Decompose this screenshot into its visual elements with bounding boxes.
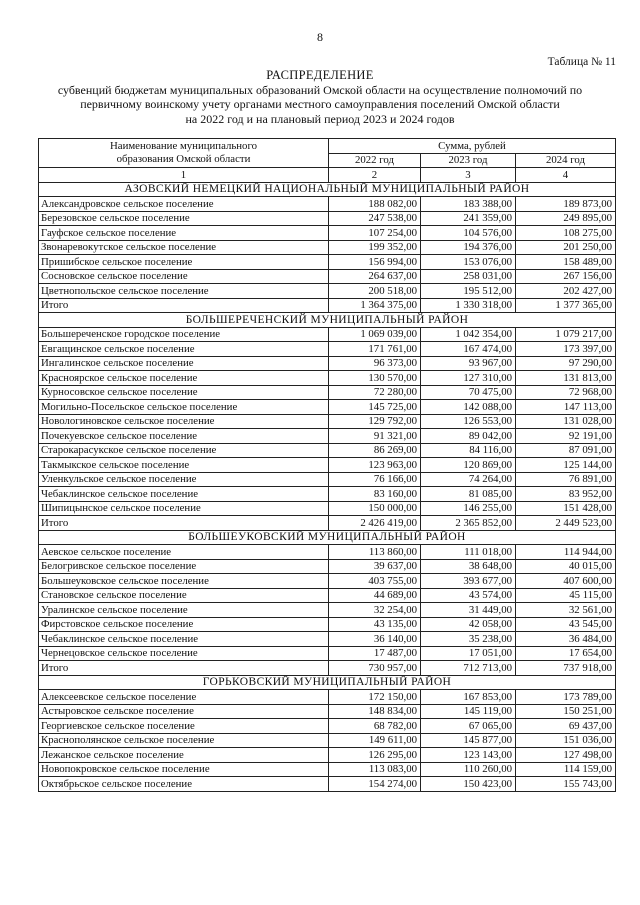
amount-2022: 96 373,00 [329, 356, 421, 371]
amount-2024: 267 156,00 [516, 269, 616, 284]
total-row [39, 298, 616, 313]
amount-2022: 44 689,00 [329, 588, 421, 603]
amount-2024: 127 498,00 [516, 748, 616, 763]
amount-2023: 74 264,00 [421, 472, 516, 487]
settlement-name: Большеуковское сельское поселение [39, 574, 329, 589]
settlement-row [39, 603, 616, 618]
subtitle-line: первичному воинскому учету органами местного самоуправления поселений Омской области [80, 97, 560, 111]
amount-2023: 241 359,00 [421, 211, 516, 226]
settlement-row [39, 777, 616, 792]
amount-2024: 108 275,00 [516, 226, 616, 241]
amount-2023: 393 677,00 [421, 574, 516, 589]
amount-2024: 151 036,00 [516, 733, 616, 748]
settlement-row [39, 429, 616, 444]
settlement-name: Такмыкское сельское поселение [39, 458, 329, 473]
amount-2022: 86 269,00 [329, 443, 421, 458]
settlement-row [39, 327, 616, 342]
amount-2023: 84 116,00 [421, 443, 516, 458]
subtitle-line: на 2022 год и на плановый период 2023 и 2024 годов [185, 111, 455, 126]
header-year-2023: 2023 год [421, 153, 516, 168]
amount-2023: 17 051,00 [421, 646, 516, 661]
settlement-row [39, 356, 616, 371]
settlement-name: Итого [39, 661, 329, 676]
settlement-row [39, 559, 616, 574]
amount-2023: 150 423,00 [421, 777, 516, 792]
amount-2024: 45 115,00 [516, 588, 616, 603]
distribution-table [38, 138, 616, 792]
settlement-name: Краснополянское сельское поселение [39, 733, 329, 748]
amount-2024: 87 091,00 [516, 443, 616, 458]
amount-2022: 730 957,00 [329, 661, 421, 676]
district-row [39, 182, 616, 197]
settlement-name: Березовское сельское поселение [39, 211, 329, 226]
amount-2022: 154 274,00 [329, 777, 421, 792]
settlement-name: Шипицынское сельское поселение [39, 501, 329, 516]
settlement-name: Октябрьское сельское поселение [39, 777, 329, 792]
amount-2022: 172 150,00 [329, 690, 421, 705]
amount-2024: 737 918,00 [516, 661, 616, 676]
settlement-name: Александровское сельское поселение [39, 197, 329, 212]
amount-2022: 107 254,00 [329, 226, 421, 241]
amount-2022: 43 135,00 [329, 617, 421, 632]
amount-2022: 113 083,00 [329, 762, 421, 777]
amount-2024: 17 654,00 [516, 646, 616, 661]
page-number: 8 [317, 30, 323, 44]
amount-2024: 151 428,00 [516, 501, 616, 516]
amount-2024: 2 449 523,00 [516, 516, 616, 531]
header-name-line: Наименование муниципального [109, 140, 258, 152]
amount-2024: 83 952,00 [516, 487, 616, 502]
amount-2024: 76 891,00 [516, 472, 616, 487]
amount-2023: 31 449,00 [421, 603, 516, 618]
column-number: 2 [329, 168, 421, 183]
amount-2022: 91 321,00 [329, 429, 421, 444]
district-name: АЗОВСКИЙ НЕМЕЦКИЙ НАЦИОНАЛЬНЫЙ МУНИЦИПАЛЬНЫЙ РАЙОН [39, 182, 616, 197]
settlement-row [39, 472, 616, 487]
amount-2023: 120 869,00 [421, 458, 516, 473]
amount-2023: 110 260,00 [421, 762, 516, 777]
amount-2022: 247 538,00 [329, 211, 421, 226]
amount-2023: 167 474,00 [421, 342, 516, 357]
settlement-name: Лежанское сельское поселение [39, 748, 329, 763]
settlement-name: Евгащинское сельское поселение [39, 342, 329, 357]
district-row [39, 675, 616, 690]
settlement-row [39, 342, 616, 357]
amount-2023: 127 310,00 [421, 371, 516, 386]
settlement-name: Гауфское сельское поселение [39, 226, 329, 241]
amount-2022: 264 637,00 [329, 269, 421, 284]
amount-2024: 155 743,00 [516, 777, 616, 792]
table-body [39, 182, 616, 791]
amount-2023: 146 255,00 [421, 501, 516, 516]
settlement-row [39, 385, 616, 400]
amount-2023: 70 475,00 [421, 385, 516, 400]
amount-2023: 43 574,00 [421, 588, 516, 603]
amount-2022: 403 755,00 [329, 574, 421, 589]
amount-2024: 69 437,00 [516, 719, 616, 734]
district-name: БОЛЬШЕУКОВСКИЙ МУНИЦИПАЛЬНЫЙ РАЙОН [39, 530, 616, 545]
amount-2022: 149 611,00 [329, 733, 421, 748]
settlement-row [39, 690, 616, 705]
settlement-name: Белогривское сельское поселение [39, 559, 329, 574]
settlement-row [39, 704, 616, 719]
district-row [39, 530, 616, 545]
settlement-row [39, 255, 616, 270]
table-header-row [39, 139, 616, 154]
header-sum-cell: Сумма, рублей [329, 139, 616, 154]
amount-2024: 131 028,00 [516, 414, 616, 429]
table-label: Таблица № 11 [547, 56, 616, 68]
settlement-name: Фирстовское сельское поселение [39, 617, 329, 632]
column-number: 1 [39, 168, 329, 183]
settlement-name: Цветнопольское сельское поселение [39, 284, 329, 299]
settlement-row [39, 501, 616, 516]
amount-2024: 114 159,00 [516, 762, 616, 777]
settlement-row [39, 762, 616, 777]
amount-2024: 150 251,00 [516, 704, 616, 719]
amount-2022: 1 364 375,00 [329, 298, 421, 313]
amount-2022: 200 518,00 [329, 284, 421, 299]
amount-2022: 1 069 039,00 [329, 327, 421, 342]
settlement-name: Красноярское сельское поселение [39, 371, 329, 386]
amount-2023: 42 058,00 [421, 617, 516, 632]
amount-2022: 188 082,00 [329, 197, 421, 212]
settlement-row [39, 617, 616, 632]
settlement-row [39, 197, 616, 212]
amount-2022: 39 637,00 [329, 559, 421, 574]
settlement-name: Чернецовское сельское поселение [39, 646, 329, 661]
amount-2023: 712 713,00 [421, 661, 516, 676]
amount-2023: 89 042,00 [421, 429, 516, 444]
amount-2022: 72 280,00 [329, 385, 421, 400]
table-column-numbers-row [39, 168, 616, 183]
header-year-2022: 2022 год [329, 153, 421, 168]
settlement-name: Чебаклинское сельское поселение [39, 487, 329, 502]
document-title: РАСПРЕДЕЛЕНИЕ [266, 68, 374, 82]
amount-2024: 147 113,00 [516, 400, 616, 415]
settlement-row [39, 414, 616, 429]
settlement-row [39, 733, 616, 748]
amount-2023: 123 143,00 [421, 748, 516, 763]
settlement-row [39, 588, 616, 603]
amount-2024: 1 377 365,00 [516, 298, 616, 313]
settlement-name: Могильно-Посельское сельское поселение [39, 400, 329, 415]
amount-2022: 129 792,00 [329, 414, 421, 429]
settlement-name: Становское сельское поселение [39, 588, 329, 603]
amount-2024: 173 397,00 [516, 342, 616, 357]
settlement-name: Новологиновское сельское поселение [39, 414, 329, 429]
amount-2022: 171 761,00 [329, 342, 421, 357]
amount-2023: 145 877,00 [421, 733, 516, 748]
amount-2024: 36 484,00 [516, 632, 616, 647]
settlement-name: Звонаревокутское сельское поселение [39, 240, 329, 255]
amount-2022: 17 487,00 [329, 646, 421, 661]
settlement-name: Чебаклинское сельское поселение [39, 632, 329, 647]
amount-2024: 92 191,00 [516, 429, 616, 444]
column-number: 4 [516, 168, 616, 183]
settlement-row [39, 458, 616, 473]
total-row [39, 661, 616, 676]
amount-2022: 68 782,00 [329, 719, 421, 734]
settlement-name: Аевское сельское поселение [39, 545, 329, 560]
amount-2024: 97 290,00 [516, 356, 616, 371]
settlement-row [39, 748, 616, 763]
column-number: 3 [421, 168, 516, 183]
settlement-row [39, 487, 616, 502]
amount-2023: 142 088,00 [421, 400, 516, 415]
header-name-cell [39, 139, 329, 168]
amount-2023: 153 076,00 [421, 255, 516, 270]
amount-2024: 173 789,00 [516, 690, 616, 705]
settlement-name: Ингалинское сельское поселение [39, 356, 329, 371]
amount-2024: 249 895,00 [516, 211, 616, 226]
settlement-name: Уленкульское сельское поселение [39, 472, 329, 487]
settlement-name: Георгиевское сельское поселение [39, 719, 329, 734]
amount-2023: 183 388,00 [421, 197, 516, 212]
amount-2023: 35 238,00 [421, 632, 516, 647]
amount-2022: 130 570,00 [329, 371, 421, 386]
amount-2022: 113 860,00 [329, 545, 421, 560]
amount-2023: 195 512,00 [421, 284, 516, 299]
settlement-row [39, 646, 616, 661]
amount-2023: 111 018,00 [421, 545, 516, 560]
settlement-row [39, 545, 616, 560]
settlement-name: Итого [39, 516, 329, 531]
amount-2024: 72 968,00 [516, 385, 616, 400]
district-name: ГОРЬКОВСКИЙ МУНИЦИПАЛЬНЫЙ РАЙОН [39, 675, 616, 690]
settlement-row [39, 240, 616, 255]
amount-2024: 189 873,00 [516, 197, 616, 212]
amount-2024: 202 427,00 [516, 284, 616, 299]
amount-2023: 2 365 852,00 [421, 516, 516, 531]
amount-2023: 67 065,00 [421, 719, 516, 734]
settlement-name: Астыровское сельское поселение [39, 704, 329, 719]
settlement-row [39, 284, 616, 299]
amount-2022: 156 994,00 [329, 255, 421, 270]
district-name: БОЛЬШЕРЕЧЕНСКИЙ МУНИЦИПАЛЬНЫЙ РАЙОН [39, 313, 616, 328]
amount-2023: 1 330 318,00 [421, 298, 516, 313]
amount-2022: 150 000,00 [329, 501, 421, 516]
settlement-row [39, 371, 616, 386]
settlement-name: Большереченское городское поселение [39, 327, 329, 342]
settlement-row [39, 269, 616, 284]
settlement-name: Алексеевское сельское поселение [39, 690, 329, 705]
subtitle-line: субвенций бюджетам муниципальных образований Омской области на осуществление полномочий по [57, 82, 583, 97]
amount-2024: 40 015,00 [516, 559, 616, 574]
amount-2024: 131 813,00 [516, 371, 616, 386]
amount-2024: 1 079 217,00 [516, 327, 616, 342]
settlement-row [39, 226, 616, 241]
header-name-line: образования Омской области [116, 153, 251, 165]
header-year-2024: 2024 год [516, 153, 616, 168]
amount-2023: 258 031,00 [421, 269, 516, 284]
settlement-row [39, 719, 616, 734]
amount-2023: 1 042 354,00 [421, 327, 516, 342]
settlement-name: Старокарасукское сельское поселение [39, 443, 329, 458]
amount-2024: 125 144,00 [516, 458, 616, 473]
amount-2023: 145 119,00 [421, 704, 516, 719]
amount-2023: 194 376,00 [421, 240, 516, 255]
amount-2022: 2 426 419,00 [329, 516, 421, 531]
settlement-name: Курносовское сельское поселение [39, 385, 329, 400]
amount-2022: 32 254,00 [329, 603, 421, 618]
amount-2023: 38 648,00 [421, 559, 516, 574]
amount-2022: 123 963,00 [329, 458, 421, 473]
settlement-name: Сосновское сельское поселение [39, 269, 329, 284]
amount-2022: 76 166,00 [329, 472, 421, 487]
amount-2024: 407 600,00 [516, 574, 616, 589]
document-heading [0, 68, 640, 126]
amount-2022: 199 352,00 [329, 240, 421, 255]
settlement-name: Итого [39, 298, 329, 313]
settlement-row [39, 443, 616, 458]
amount-2022: 83 160,00 [329, 487, 421, 502]
amount-2024: 32 561,00 [516, 603, 616, 618]
amount-2022: 36 140,00 [329, 632, 421, 647]
amount-2024: 114 944,00 [516, 545, 616, 560]
amount-2023: 167 853,00 [421, 690, 516, 705]
amount-2023: 126 553,00 [421, 414, 516, 429]
settlement-row [39, 574, 616, 589]
total-row [39, 516, 616, 531]
amount-2023: 81 085,00 [421, 487, 516, 502]
amount-2022: 126 295,00 [329, 748, 421, 763]
settlement-row [39, 632, 616, 647]
amount-2022: 148 834,00 [329, 704, 421, 719]
amount-2023: 104 576,00 [421, 226, 516, 241]
amount-2022: 145 725,00 [329, 400, 421, 415]
settlement-row [39, 400, 616, 415]
district-row [39, 313, 616, 328]
settlement-name: Уралинское сельское поселение [39, 603, 329, 618]
settlement-name: Почекуевское сельское поселение [39, 429, 329, 444]
settlement-name: Пришибское сельское поселение [39, 255, 329, 270]
amount-2024: 43 545,00 [516, 617, 616, 632]
amount-2024: 158 489,00 [516, 255, 616, 270]
amount-2023: 93 967,00 [421, 356, 516, 371]
amount-2024: 201 250,00 [516, 240, 616, 255]
settlement-row [39, 211, 616, 226]
settlement-name: Новопокровское сельское поселение [39, 762, 329, 777]
